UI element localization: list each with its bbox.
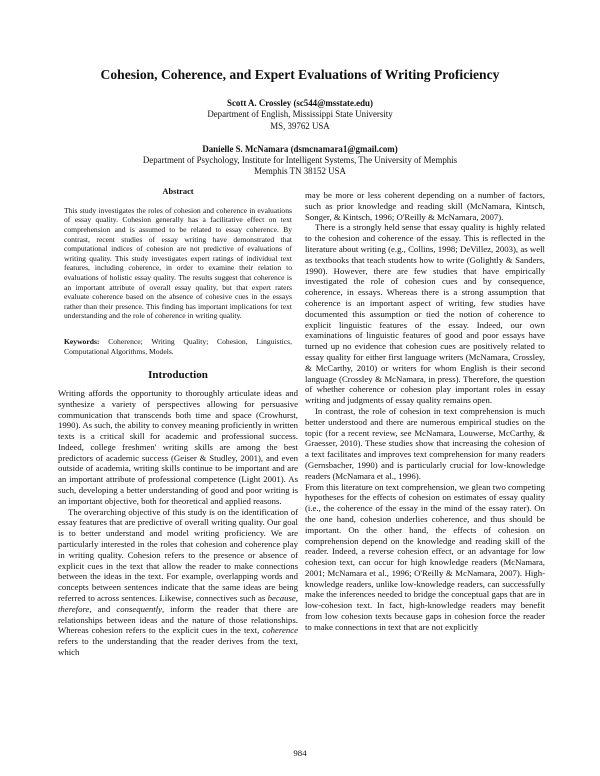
- right-paragraph-2: There is a strongly held sense that essay quality is highly related to the cohesion and coherence of the essay. This is reflected in the literature about writing (e.g., Collins, 1998; DeVillez, 2003), as well as textbooks that teach students how to write (Golightly & Sanders, 1990). However, there are few studies that have empirically investigated the role of cohesion cues and by consequence, coherence, in essays. Whereas there is a strong assumption that coherence is an important aspect of writing, few studies have documented this assumption or tied the notion of coherence to explicit linguistic features of the essay. Indeed, our own examinations of linguistic features of good and poor essays have turned up no evidence that cohesion cues are positively related to essay quality for either first language writers (McNamara, Crossley, & McCarthy, 2010) or writers for whom English is their second language (Crossley & McNamara, in press). Therefore, the question of whether coherence or cohesion play important roles in essay writing and judgments of essay quality remains open.: [305, 222, 545, 406]
- page-number: 984: [293, 748, 307, 758]
- paper-title: Cohesion, Coherence, and Expert Evaluations of Writing Proficiency: [100, 67, 500, 82]
- author-affiliation-2b: Memphis TN 38152 USA: [254, 166, 346, 177]
- intro-paragraph-2: The overarching objective of this study is on the identification of essay features that are predictive of overall writing quality. Our goal is to better understand and model writing proficiency. We are particularly interested in the roles that cohesion and coherence play in writing quality. Cohesion refers to the presence or absence of explicit cues in the text that allow the reader to make connections between the ideas in the text. For example, overlapping words and concepts between sentences indicate that the same ideas are being referred to across sentences. Likewise, connectives such as because, therefore, and consequently, inform the reader that there are relationships between ideas and the nature of those relationships. Whereas cohesion refers to the explicit cues in the text, coherence refers to the understanding that the reader derives from the text, which: [58, 506, 298, 658]
- author-name-1: Scott A. Crossley (sc544@msstate.edu): [227, 98, 373, 108]
- right-paragraph-1: may be more or less coherent depending on a number of factors, such as prior knowledge and reading skill (McNamara, Kintsch, Songer, & Kintsch, 1996; O'Reilly & McNamara, 2007).: [305, 190, 545, 222]
- right-paragraph-3: In contrast, the role of cohesion in text comprehension is much better understood and there are numerous empirical studies on the topic (for a recent review, see McNamara, Louwerse, McCarthy, & Graesser, 2010). These studies show that increasing the cohesion of a text facilitates and improves text comprehension for many readers (Gernsbacher, 1990) and is particularly crucial for low-knowledge readers (McNamara et al., 1996).: [305, 405, 545, 481]
- author-affiliation-1a: Department of English, Mississippi State University: [207, 109, 393, 120]
- keywords-text: Coherence; Writing Quality; Cohesion, Linguistics, Computational Algorithms, Models.: [64, 336, 293, 356]
- keywords: [64, 337, 292, 356]
- keywords-label: Keywords:: [64, 336, 100, 346]
- left-column: [58, 187, 298, 658]
- right-paragraph-4: From this literature on text comprehension, we glean two competing hypotheses for the effects of cohesion on estimates of essay quality (i.e., the coherence of the essay in the mind of the essay rater). On the one hand, cohesion underlies coherence, and thus should be important. On the other hand, the effects of cohesion on comprehension depend on the knowledge and reading skill of the reader. Indeed, a reverse cohesion effect, or an advantage for low cohesion text, can occur for high knowledge readers (McNamara, 2001; McNamara et al., 1996; O'Reilly & McNamara, 2007). High-knowledge readers, unlike low-knowledge readers, can successfully make the inferences needed to bridge the conceptual gaps that are in low-cohesion text. In fact, high-knowledge readers may benefit from low cohesion texts because gaps in cohesion force the reader to make connections in text that are not explicitly: [305, 481, 545, 632]
- author-affiliation-2a: Department of Psychology, Institute for Intelligent Systems, The University of Memphis: [142, 155, 458, 166]
- introduction-heading: Introduction: [148, 369, 208, 382]
- abstract-heading: Abstract: [162, 187, 194, 196]
- right-column: [305, 190, 545, 633]
- intro-paragraph-1: Writing affords the opportunity to thoroughly articulate ideas and synthesize a variety of perspectives allowing for persuasive communication that transcends both time and space (Crowhurst, 1990). As such, the ability to convey meaning proficiently in written texts is a critical skill for academic and professional success. Indeed, college freshmen' writing skills are among the best predictors of academic success (Geiser & Studley, 2001), and even outside of academia, writing skills continue to be important and are an important attribute of professional competence (Light 2001). As such, developing a better understanding of good and poor writing is an important objective, both for theoretical and applied reasons.: [58, 387, 298, 506]
- author-name-2: Danielle S. McNamara (dsmcnamara1@gmail.com): [202, 143, 398, 154]
- author-affiliation-1b: MS, 39762 USA: [270, 120, 330, 131]
- abstract-text: This study investigates the roles of cohesion and coherence in evaluations of essay quality. Cohesion generally has a facilitative effect on text comprehension and is assumed to be related to essay coherence. By contrast, recent studies of essay writing have demonstrated that computational indices of cohesion are not predictive of evaluations of writing quality. This study investigates expert ratings of individual text features, including coherence, in order to examine their relation to evaluations of holistic essay quality. The results suggest that coherence is an important attribute of overall essay quality, but that expert raters evaluate coherence based on the absence of cohesive cues in the essays rather than their presence. This finding has important implications for text understanding and the role of coherence in writing quality.: [64, 205, 292, 321]
- author-block: [0, 98, 600, 178]
